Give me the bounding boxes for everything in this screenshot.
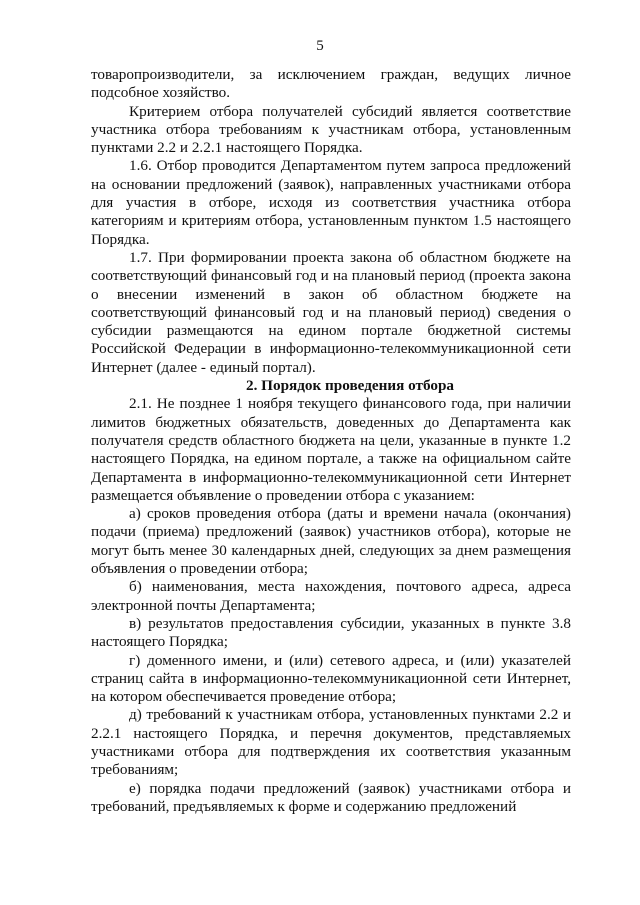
list-item-b: б) наименования, места нахождения, почтового адреса, адреса электронной почты Департамента; <box>91 578 571 614</box>
list-item-d: д) требований к участникам отбора, установленных пунктами 2.2 и 2.2.1 настоящего Порядка, и перечня документов, представляемых участниками отбора для подтверждения их соответствия указанным требованиям; <box>91 706 571 779</box>
list-item-a: а) сроков проведения отбора (даты и времени начала (окончания) подачи (приема) предложений (заявок) участников отбора), которые не могут быть менее 30 календарных дней, следующих за днем размещения объявления о проведении отбора; <box>91 505 571 578</box>
list-item-e: е) порядка подачи предложений (заявок) участниками отбора и требований, предъявляемых к форме и содержанию предложений <box>91 779 571 815</box>
paragraph-2-1: 2.1. Не позднее 1 ноября текущего финансового года, при наличии лимитов бюджетных обязательств, доведенных до Департамента как получателя средств областного бюджета на цели, указанные в пункте 1.2 настоящего Порядка, на едином портале, а также на официальном сайте Департамента в информационно-телекоммуникационной сети Интернет размещается объявление о проведении отбора с указанием: <box>91 395 571 504</box>
list-item-g: г) доменного имени, и (или) сетевого адреса, и (или) указателей страниц сайта в информационно-телекоммуникационной сети Интернет, на котором обеспечивается проведение отбора; <box>91 651 571 706</box>
page-number: 5 <box>316 38 324 54</box>
paragraph-1-7: 1.7. При формировании проекта закона об областном бюджете на соответствующий финансовый год и на плановый период (проекта закона о внесении изменений в закон об областном бюджете на соответствующий финансовый год и на плановый период) сведения о субсидии размещаются на едином портале бюджетной системы Российской Федерации в информационно-телекоммуникационной сети Интернет (далее - единый портал). <box>91 248 571 376</box>
paragraph-selection-criterion: Критерием отбора получателей субсидий является соответствие участника отбора требованиям к участникам отбора, установленным пунктами 2.2 и 2.2.1 настоящего Порядка. <box>91 102 571 157</box>
paragraph-continuation: товаропроизводители, за исключением граждан, ведущих личное подсобное хозяйство. <box>91 66 571 102</box>
paragraph-1-6: 1.6. Отбор проводится Департаментом путем запроса предложений на основании предложений (заявок), направленных участниками отбора для участия в отборе, исходя из соответствия участника отбора категориям и критериям отбора, установленным пунктом 1.5 настоящего Порядка. <box>91 157 571 248</box>
list-item-v: в) результатов предоставления субсидии, указанных в пункте 3.8 настоящего Порядка; <box>91 614 571 651</box>
section-title: 2. Порядок проведения отбора <box>245 377 455 395</box>
document-body <box>91 66 571 816</box>
